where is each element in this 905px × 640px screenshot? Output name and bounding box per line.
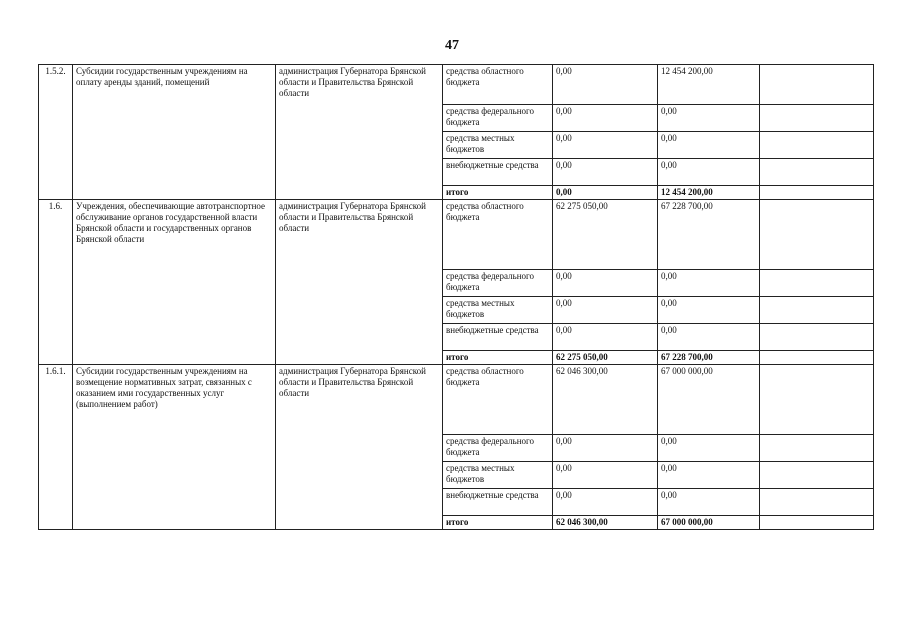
- funding-source: средства федерального бюджета: [443, 270, 553, 297]
- total-col2: 12 454 200,00: [658, 186, 760, 200]
- amount-col1: 0,00: [553, 159, 658, 186]
- empty-cell: [760, 365, 874, 435]
- funding-source: средства местных бюджетов: [443, 462, 553, 489]
- empty-cell: [760, 132, 874, 159]
- funding-source: средства федерального бюджета: [443, 435, 553, 462]
- empty-cell: [760, 65, 874, 105]
- total-label: итого: [443, 186, 553, 200]
- total-col1: 0,00: [553, 186, 658, 200]
- amount-col2: 0,00: [658, 435, 760, 462]
- amount-col1: 0,00: [553, 462, 658, 489]
- section-name: Субсидии государственным учреждениям на оплату аренды зданий, помещений: [73, 65, 276, 200]
- amount-col2: 12 454 200,00: [658, 65, 760, 105]
- total-col2: 67 228 700,00: [658, 351, 760, 365]
- amount-col2: 0,00: [658, 297, 760, 324]
- amount-col2: 67 000 000,00: [658, 365, 760, 435]
- amount-col2: 0,00: [658, 159, 760, 186]
- empty-cell: [760, 489, 874, 516]
- funding-source: внебюджетные средства: [443, 159, 553, 186]
- section-number: 1.6.: [39, 200, 73, 365]
- section-name: Субсидии государственным учреждениям на возмещение нормативных затрат, связанных с оказанием ими государственных услуг (выполнением работ): [73, 365, 276, 530]
- empty-cell: [760, 105, 874, 132]
- amount-col2: 0,00: [658, 270, 760, 297]
- amount-col1: 0,00: [553, 105, 658, 132]
- empty-cell: [760, 351, 874, 365]
- funding-source: внебюджетные средства: [443, 324, 553, 351]
- table-row: [39, 200, 874, 270]
- table-row: [39, 365, 874, 435]
- empty-cell: [760, 200, 874, 270]
- funding-source: средства областного бюджета: [443, 65, 553, 105]
- amount-col1: 0,00: [553, 435, 658, 462]
- section-executor: администрация Губернатора Брянской области и Правительства Брянской области: [276, 200, 443, 365]
- empty-cell: [760, 159, 874, 186]
- amount-col2: 0,00: [658, 462, 760, 489]
- amount-col2: 0,00: [658, 489, 760, 516]
- empty-cell: [760, 270, 874, 297]
- page-number: 47: [445, 38, 459, 53]
- empty-cell: [760, 297, 874, 324]
- section-name: Учреждения, обеспечивающие автотранспортное обслуживание органов государственной власти Брянской области и государственных органов Брянской области: [73, 200, 276, 365]
- section-number: 1.6.1.: [39, 365, 73, 530]
- amount-col2: 0,00: [658, 132, 760, 159]
- amount-col1: 0,00: [553, 297, 658, 324]
- empty-cell: [760, 516, 874, 530]
- table-body: [39, 65, 874, 530]
- amount-col1: 0,00: [553, 132, 658, 159]
- section-executor: администрация Губернатора Брянской области и Правительства Брянской области: [276, 365, 443, 530]
- funding-source: средства областного бюджета: [443, 365, 553, 435]
- table-row: [39, 65, 874, 105]
- amount-col2: 0,00: [658, 324, 760, 351]
- amount-col1: 62 046 300,00: [553, 365, 658, 435]
- amount-col2: 0,00: [658, 105, 760, 132]
- total-col1: 62 046 300,00: [553, 516, 658, 530]
- amount-col1: 0,00: [553, 65, 658, 105]
- total-col2: 67 000 000,00: [658, 516, 760, 530]
- funding-source: внебюджетные средства: [443, 489, 553, 516]
- total-label: итого: [443, 516, 553, 530]
- amount-col1: 0,00: [553, 270, 658, 297]
- amount-col1: 0,00: [553, 489, 658, 516]
- empty-cell: [760, 324, 874, 351]
- budget-table: [38, 64, 874, 530]
- funding-source: средства местных бюджетов: [443, 132, 553, 159]
- funding-source: средства областного бюджета: [443, 200, 553, 270]
- amount-col1: 62 275 050,00: [553, 200, 658, 270]
- section-executor: администрация Губернатора Брянской области и Правительства Брянской области: [276, 65, 443, 200]
- empty-cell: [760, 186, 874, 200]
- section-number: 1.5.2.: [39, 65, 73, 200]
- total-col1: 62 275 050,00: [553, 351, 658, 365]
- empty-cell: [760, 435, 874, 462]
- funding-source: средства местных бюджетов: [443, 297, 553, 324]
- funding-source: средства федерального бюджета: [443, 105, 553, 132]
- empty-cell: [760, 462, 874, 489]
- amount-col2: 67 228 700,00: [658, 200, 760, 270]
- total-label: итого: [443, 351, 553, 365]
- amount-col1: 0,00: [553, 324, 658, 351]
